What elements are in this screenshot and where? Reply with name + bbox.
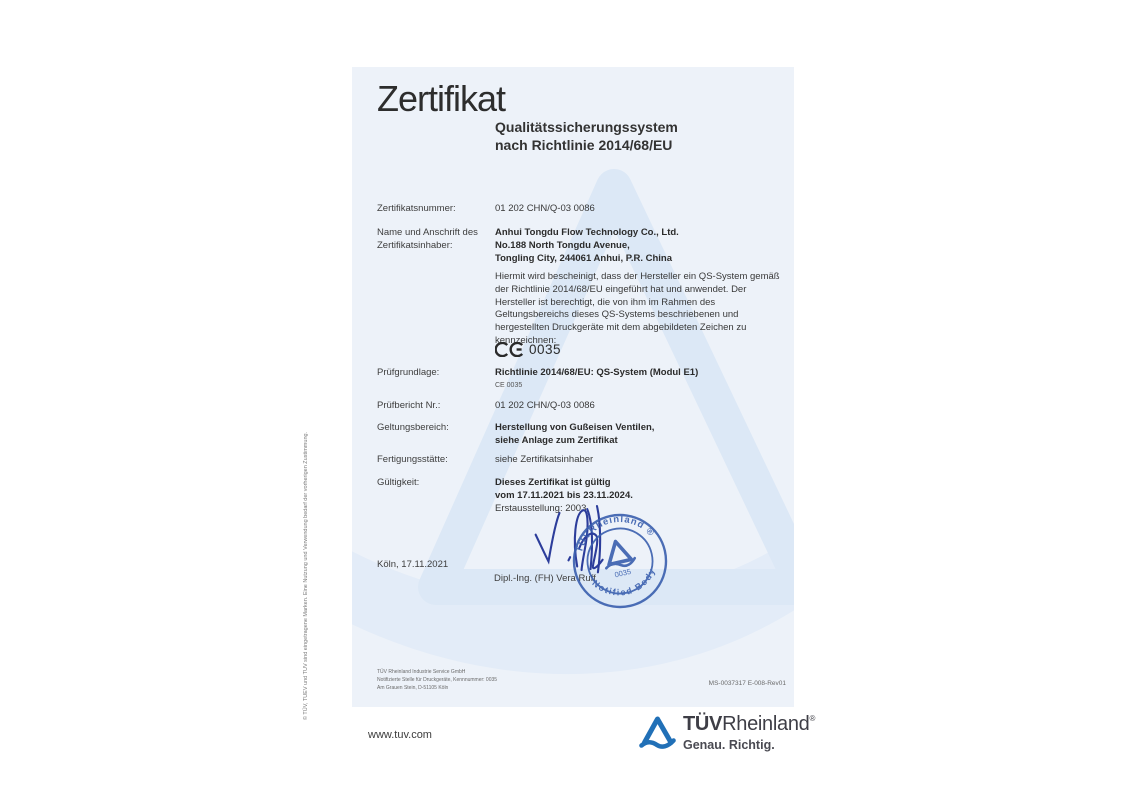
brand-rheinland: Rheinland [722, 713, 810, 735]
field-value-pruefgrundlage [495, 367, 698, 390]
certificate-paper [352, 67, 794, 707]
field-label-pruefgrundlage: Prüfgrundlage: [377, 367, 440, 378]
place-and-date: Köln, 17.11.2021 [377, 559, 449, 570]
signer-name: Dipl.-Ing. (FH) Vera Ruff [494, 573, 596, 584]
pruefgrundlage-sub: CE 0035 [495, 381, 523, 389]
brand-wordmark [683, 714, 815, 734]
pruefgrundlage-main: Richtlinie 2014/68/EU: QS-System (Modul E1) [495, 367, 699, 378]
gueltigkeit-line-3: Erstausstellung: 2003 [495, 502, 587, 514]
holder-line-1: Anhui Tongdu Flow Technology Co., Ltd. [495, 227, 679, 238]
notified-body-stamp [570, 511, 670, 611]
tuv-rheinland-logo [639, 714, 815, 752]
brand-tuv: TÜV [683, 713, 723, 735]
holder-line-2: No.188 North Tongdu Avenue, [495, 239, 630, 251]
holder-label-line-1: Name und Anschrift des [377, 227, 478, 238]
field-value-cert-number: 01 202 CHN/Q-03 0086 [495, 203, 595, 214]
certification-statement: Hiermit wird bescheinigt, dass der Hersteller ein QS-System gemäß der Richtlinie 2014/68/EU eingeführt hat und anwendet. Der Hersteller ist berechtigt, die von ihm im Rahmen des Geltungsbereichs dieses QS-Systems beschriebenen und hergestellten Druckgeräte mit dem abgebildeten Zeichen zu kennzeichnen: [495, 271, 780, 347]
field-label-geltungsbereich: Geltungsbereich: [377, 422, 449, 433]
issuer-line-1: TÜV Rheinland Industrie Service GmbH [377, 669, 466, 675]
field-value-geltungsbereich [495, 422, 654, 448]
stamp-top-text: TÜVRheinland ® [574, 513, 657, 554]
field-label-fertigungsstaette: Fertigungsstätte: [377, 454, 448, 465]
holder-line-3: Tongling City, 244061 Anhui, P.R. China [495, 252, 673, 264]
field-value-pruefbericht: 01 202 CHN/Q-03 0086 [495, 400, 595, 411]
document-subtitle [495, 119, 678, 155]
issuer-address-block [377, 669, 497, 692]
field-label-gueltigkeit: Gültigkeit: [377, 477, 420, 488]
stamp-bottom-text: Notified Body [590, 566, 658, 598]
gueltigkeit-line-2: vom 17.11.2021 bis 23.11.2024. [495, 489, 633, 501]
geltungsbereich-line-2: siehe Anlage zum Zertifikat [495, 434, 618, 446]
ce-number: 0035 [529, 342, 562, 357]
side-copyright-note: © TÜV, TUEV und TUV sind eingetragene Marken. Eine Nutzung und Verwendung bedarf der vorherigen Zustimmung. [303, 431, 309, 721]
field-value-holder [495, 227, 679, 265]
field-label-cert-number: Zertifikatsnummer: [377, 203, 456, 214]
registered-mark: ® [809, 714, 816, 723]
form-number: MS-0037317 E-008-Rev01 [708, 680, 786, 687]
document-title: Zertifikat [377, 78, 506, 119]
field-value-fertigungsstaette: siehe Zertifikatsinhaber [495, 454, 594, 465]
stamp-number: 0035 [613, 566, 632, 580]
brand-tagline: Genau. Richtig. [683, 738, 775, 752]
field-label-pruefbericht: Prüfbericht Nr.: [377, 400, 441, 411]
geltungsbereich-line-1: Herstellung von Gußeisen Ventilen, [495, 422, 655, 433]
gueltigkeit-line-1: Dieses Zertifikat ist gültig [495, 477, 611, 488]
subtitle-line-1: Qualitätssicherungssystem [495, 119, 678, 135]
ce-mark-icon [495, 342, 525, 357]
field-label-holder [377, 227, 492, 253]
holder-label-line-2: Zertifikatsinhaber: [377, 239, 453, 251]
issuer-line-2: Notifizierte Stelle für Druckgeräte, Kennnummer: 0035 [377, 676, 498, 683]
ce-marking [495, 342, 561, 357]
issuer-line-3: Am Grauen Stein, D-51105 Köln [377, 684, 449, 691]
subtitle-line-2: nach Richtlinie 2014/68/EU [495, 136, 673, 153]
tuv-triangle-icon [639, 714, 676, 752]
tuv-website-url: www.tuv.com [368, 729, 432, 741]
